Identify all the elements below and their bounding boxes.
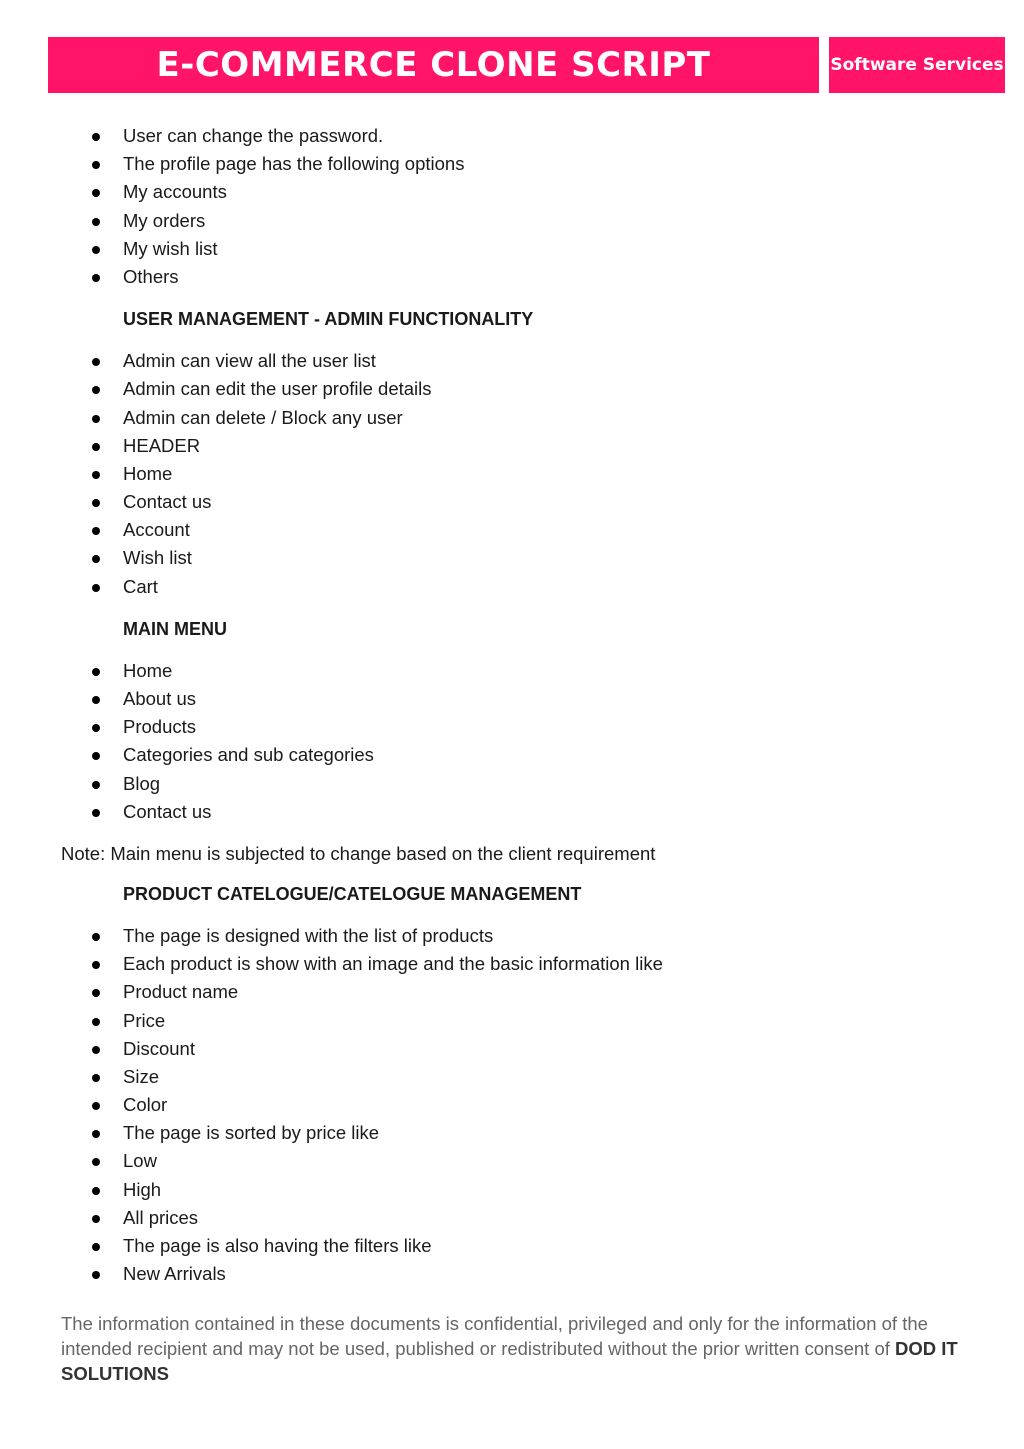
- list-item: Others: [0, 263, 1024, 291]
- list-item: My accounts: [0, 178, 1024, 206]
- list-item: All prices: [0, 1204, 1024, 1232]
- list-item: User can change the password.: [0, 122, 1024, 150]
- list-item: High: [0, 1176, 1024, 1204]
- list-item: HEADER: [0, 432, 1024, 460]
- list-item: The page is sorted by price like: [0, 1119, 1024, 1147]
- list-item: Admin can edit the user profile details: [0, 375, 1024, 403]
- section-heading-catalogue: PRODUCT CATELOGUE/CATELOGUE MANAGEMENT: [123, 883, 582, 904]
- list-item: Wish list: [0, 544, 1024, 572]
- list-item: Cart: [0, 573, 1024, 601]
- section-heading-main-menu: MAIN MENU: [123, 618, 227, 639]
- list-item: Low: [0, 1147, 1024, 1175]
- list-item: New Arrivals: [0, 1260, 1024, 1288]
- list-item: Categories and sub categories: [0, 741, 1024, 769]
- header-badge: [829, 37, 1005, 93]
- list-item: Home: [0, 460, 1024, 488]
- main-menu-note: Note: Main menu is subjected to change based on the client requirement: [61, 842, 656, 864]
- list-item: Contact us: [0, 488, 1024, 516]
- header-badge-label: Software Services: [830, 55, 1004, 75]
- company-name: DOD IT SOLUTIONS: [61, 1338, 958, 1384]
- list-item: The page is designed with the list of products: [0, 922, 1024, 950]
- list-item: Blog: [0, 770, 1024, 798]
- list-item: Account: [0, 516, 1024, 544]
- list-item: Home: [0, 657, 1024, 685]
- list-item: Size: [0, 1063, 1024, 1091]
- section-heading-user-management: USER MANAGEMENT - ADMIN FUNCTIONALITY: [123, 309, 534, 330]
- list-item: Products: [0, 713, 1024, 741]
- list-item: Admin can view all the user list: [0, 347, 1024, 375]
- document-body: [0, 122, 1024, 1288]
- page-title: E-COMMERCE CLONE SCRIPT: [156, 45, 711, 85]
- list-item: About us: [0, 685, 1024, 713]
- list-item: Each product is show with an image and the basic information like: [0, 950, 1024, 978]
- list-item: Contact us: [0, 798, 1024, 826]
- list-item: My wish list: [0, 235, 1024, 263]
- footer-text: The information contained in these documents is confidential, privileged and only for the information of the intended recipient and may not be used, published or redistributed without the prior written consent of: [61, 1313, 928, 1359]
- header-bar: [48, 37, 819, 93]
- user-management-list: [0, 347, 1024, 601]
- list-item: Admin can delete / Block any user: [0, 404, 1024, 432]
- list-item: Discount: [0, 1035, 1024, 1063]
- list-item: Price: [0, 1007, 1024, 1035]
- list-item: Color: [0, 1091, 1024, 1119]
- profile-list: [0, 122, 1024, 291]
- catalogue-list: [0, 922, 1024, 1288]
- list-item: My orders: [0, 207, 1024, 235]
- list-item: The page is also having the filters like: [0, 1232, 1024, 1260]
- main-menu-list: [0, 657, 1024, 826]
- list-item: The profile page has the following options: [0, 150, 1024, 178]
- confidentiality-footer: [61, 1311, 961, 1386]
- list-item: Product name: [0, 978, 1024, 1006]
